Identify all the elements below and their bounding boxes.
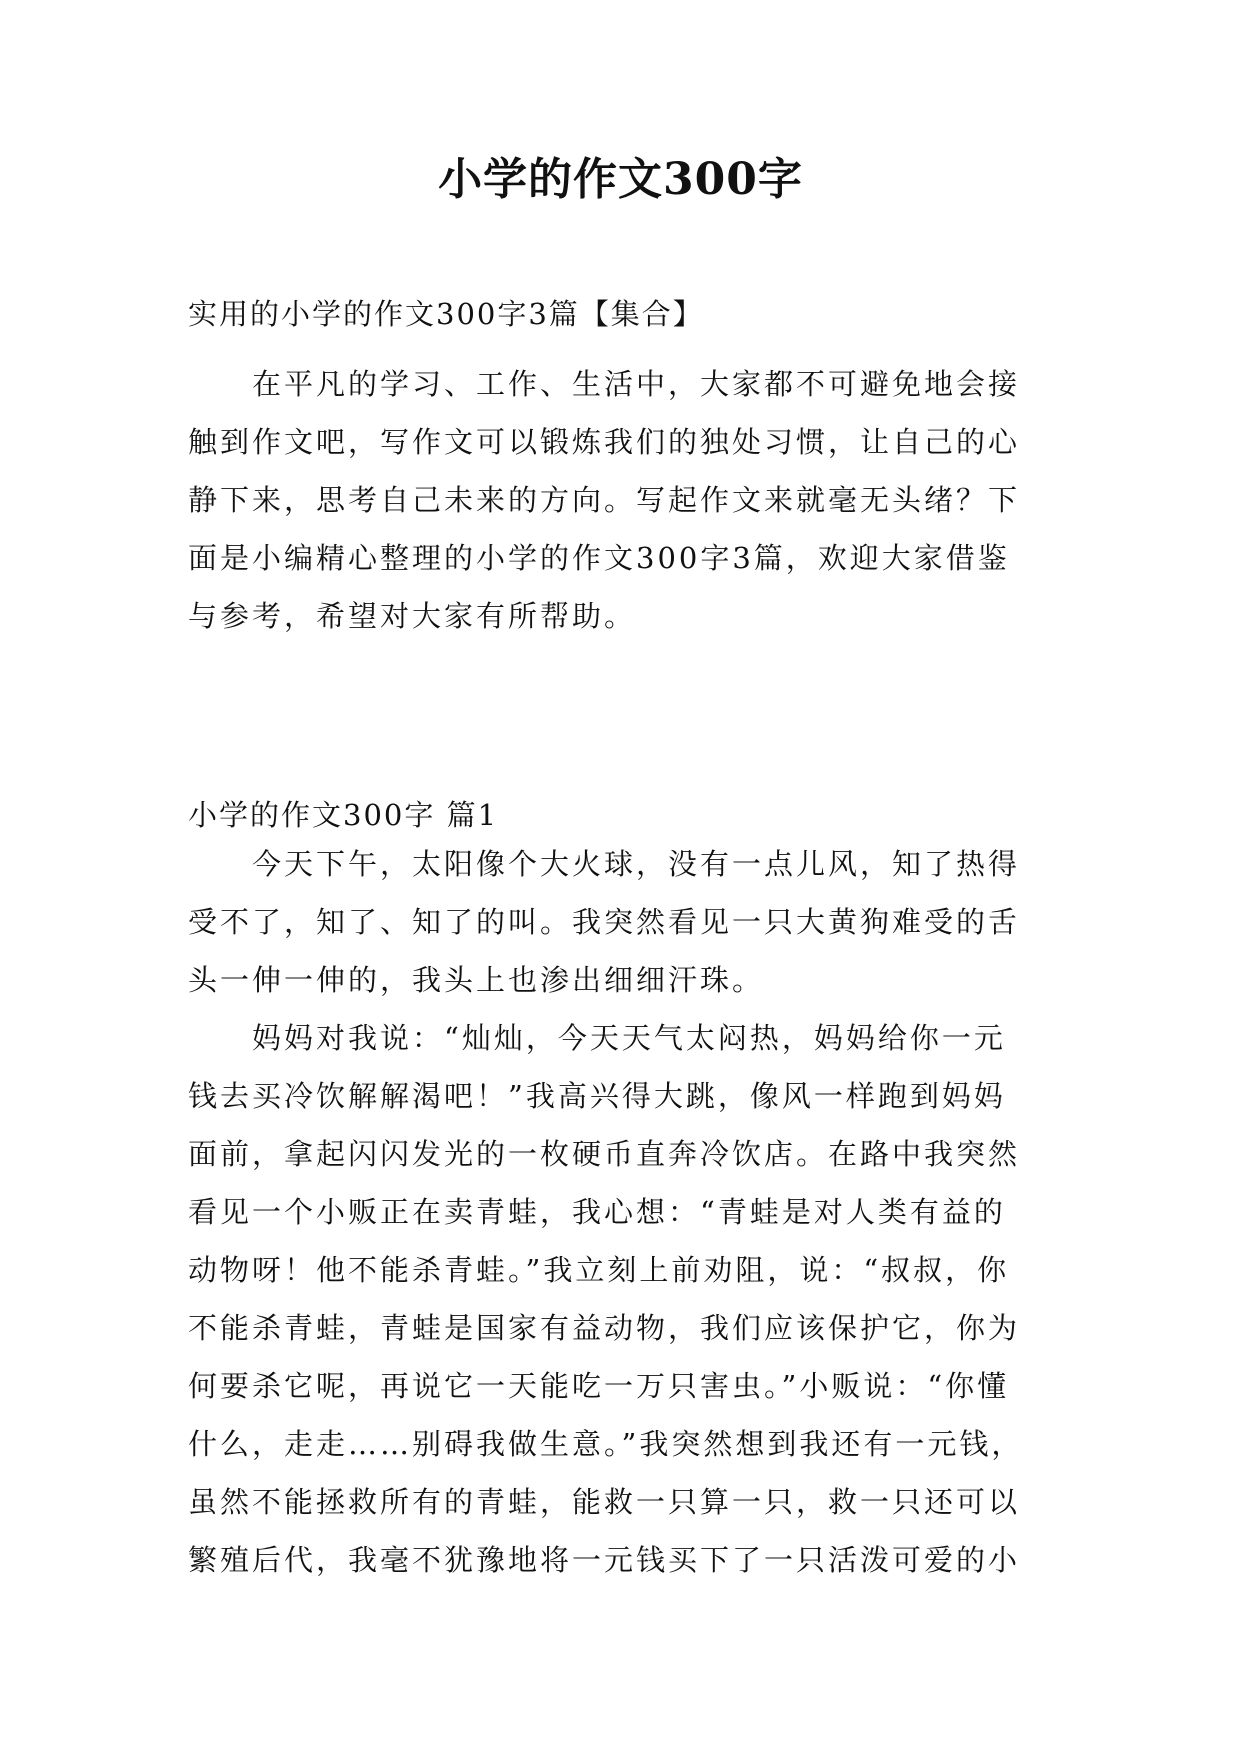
body-line: 钱去买冷饮解解渴吧！”我高兴得大跳，像风一样跑到妈妈	[188, 1079, 1006, 1113]
body-line: 什么，走走……别碍我做生意。”我突然想到我还有一元钱，	[188, 1427, 1024, 1461]
intro-line: 触到作文吧，写作文可以锻炼我们的独处习惯，让自己的心	[188, 425, 1021, 459]
intro-line: 静下来，思考自己未来的方向。写起作文来就毫无头绪？下	[188, 483, 1021, 517]
intro-line: 在平凡的学习、工作、生活中，大家都不可避免地会接	[188, 367, 1021, 401]
section-body	[188, 835, 1068, 1589]
intro-paragraph	[188, 355, 1068, 645]
body-line: 今天下午，太阳像个大火球，没有一点儿风，知了热得	[188, 847, 1021, 881]
intro-line: 面是小编精心整理的小学的作文300字3篇，欢迎大家借鉴	[188, 541, 1010, 575]
body-line: 头一伸一伸的，我头上也渗出细细汗珠。	[188, 963, 765, 997]
document-title: 小学的作文300字	[438, 154, 803, 205]
body-line: 面前，拿起闪闪发光的一枚硬币直奔冷饮店。在路中我突然	[188, 1137, 1021, 1171]
body-line: 繁殖后代，我毫不犹豫地将一元钱买下了一只活泼可爱的小	[188, 1543, 1021, 1577]
body-line: 不能杀青蛙，青蛙是国家有益动物，我们应该保护它，你为	[188, 1311, 1021, 1345]
document-subtitle: 实用的小学的作文300字3篇【集合】	[188, 297, 704, 331]
body-line: 虽然不能拯救所有的青蛙，能救一只算一只，救一只还可以	[188, 1485, 1021, 1519]
body-line: 动物呀！他不能杀青蛙。”我立刻上前劝阻，说：“叔叔，你	[188, 1253, 1010, 1287]
body-line: 看见一个小贩正在卖青蛙，我心想：“青蛙是对人类有益的	[188, 1195, 1006, 1229]
body-line: 妈妈对我说：“灿灿，今天天气太闷热，妈妈给你一元	[188, 1021, 1006, 1055]
section-heading: 小学的作文300字 篇1	[188, 798, 499, 832]
body-line: 受不了，知了、知了的叫。我突然看见一只大黄狗难受的舌	[188, 905, 1021, 939]
body-line: 何要杀它呢，再说它一天能吃一万只害虫。”小贩说：“你懂	[188, 1369, 1010, 1403]
intro-line: 与参考，希望对大家有所帮助。	[188, 599, 637, 633]
